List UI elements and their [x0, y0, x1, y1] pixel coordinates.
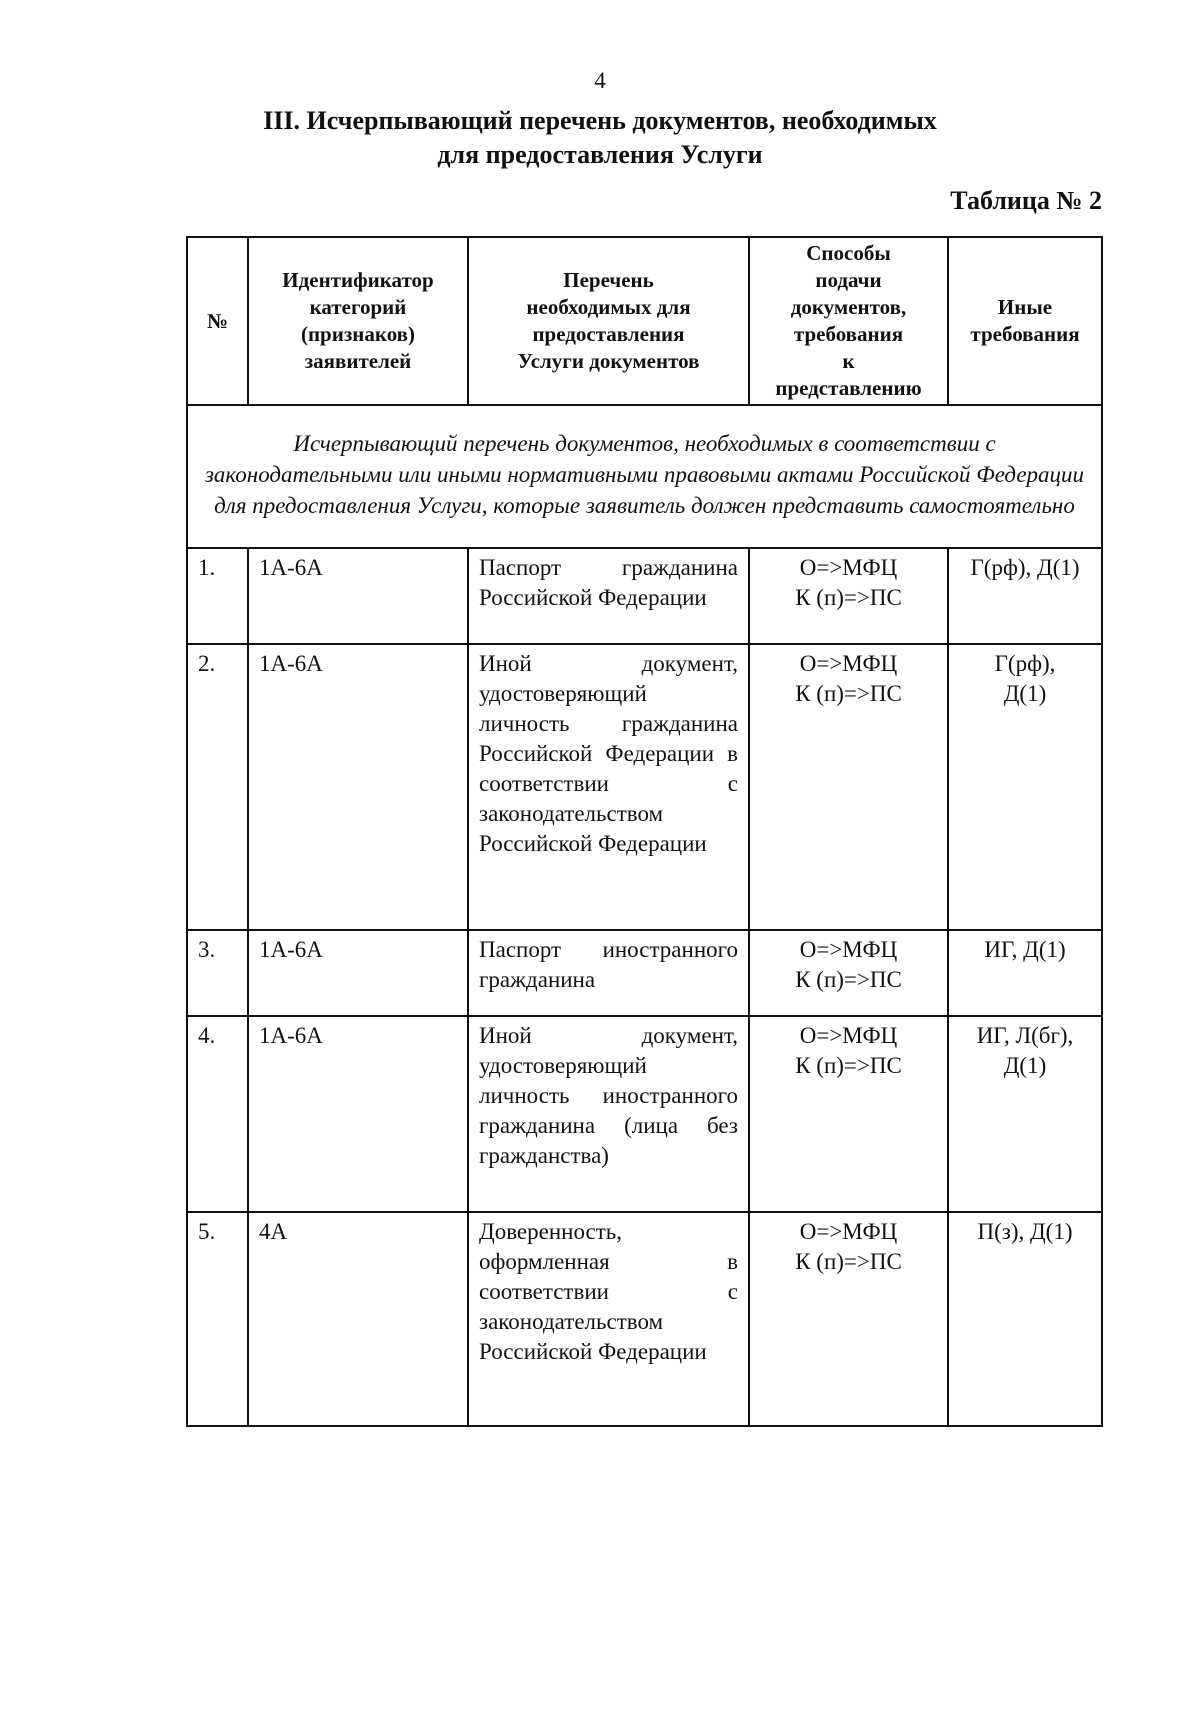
table-row [187, 1016, 1102, 1212]
header-category: Идентификатор категорий (признаков) заявителей [248, 237, 468, 405]
section-heading-line-1: III. Исчерпывающий перечень документов, необходимых [263, 106, 937, 135]
row-document: Иной документ, удостоверяющий личность иностранного гражданина (лица без гражданства) [468, 1016, 749, 1212]
header-number: № [187, 237, 248, 405]
section-heading-line-2: для предоставления Услуги [437, 140, 763, 169]
row-number: 2. [187, 644, 248, 930]
header-documents: Перечень необходимых для предоставления Услуги документов [468, 237, 749, 405]
row-number: 3. [187, 930, 248, 1016]
row-other: Г(рф), Д(1) [948, 548, 1102, 644]
row-category: 1А-6А [248, 548, 468, 644]
header-other-requirements: Иные требования [948, 237, 1102, 405]
section-row [187, 405, 1102, 548]
row-other: П(з), Д(1) [948, 1212, 1102, 1426]
table-row [187, 644, 1102, 930]
row-methods: О=>МФЦ К (п)=>ПС [749, 1212, 948, 1426]
table-row [187, 548, 1102, 644]
row-document: Иной документ, удостоверяющий личность гражданина Российской Федерации в соответствии с законодательством Российской Федерации [468, 644, 749, 930]
row-document: Паспорт иностранного гражданина [468, 930, 749, 1016]
documents-table [186, 236, 1103, 1427]
row-document: Доверенность, оформленная в соответствии с законодательством Российской Федерации [468, 1212, 749, 1426]
row-other: ИГ, Л(бг), Д(1) [948, 1016, 1102, 1212]
row-category: 1А-6А [248, 644, 468, 930]
row-methods: О=>МФЦ К (п)=>ПС [749, 548, 948, 644]
table-label: Таблица № 2 [950, 186, 1102, 215]
table-header-row [187, 237, 1102, 405]
row-document: Паспорт гражданина Российской Федерации [468, 548, 749, 644]
row-category: 1А-6А [248, 930, 468, 1016]
row-category: 1А-6А [248, 1016, 468, 1212]
header-methods: Способы подачи документов, требования к представлению [749, 237, 948, 405]
section-title: Исчерпывающий перечень документов, необходимых в соответствии с законодательными или иными нормативными правовыми актами Российской Федерации для предоставления Услуги, которые заявитель должен представить самостоятельно [187, 405, 1102, 548]
row-methods: О=>МФЦ К (п)=>ПС [749, 930, 948, 1016]
row-number: 4. [187, 1016, 248, 1212]
row-methods: О=>МФЦ К (п)=>ПС [749, 644, 948, 930]
row-category: 4А [248, 1212, 468, 1426]
row-number: 5. [187, 1212, 248, 1426]
row-other: ИГ, Д(1) [948, 930, 1102, 1016]
row-methods: О=>МФЦ К (п)=>ПС [749, 1016, 948, 1212]
table-row [187, 1212, 1102, 1426]
page-number: 4 [594, 68, 606, 93]
section-heading [0, 104, 1200, 172]
row-other: Г(рф), Д(1) [948, 644, 1102, 930]
table-row [187, 930, 1102, 1016]
row-number: 1. [187, 548, 248, 644]
